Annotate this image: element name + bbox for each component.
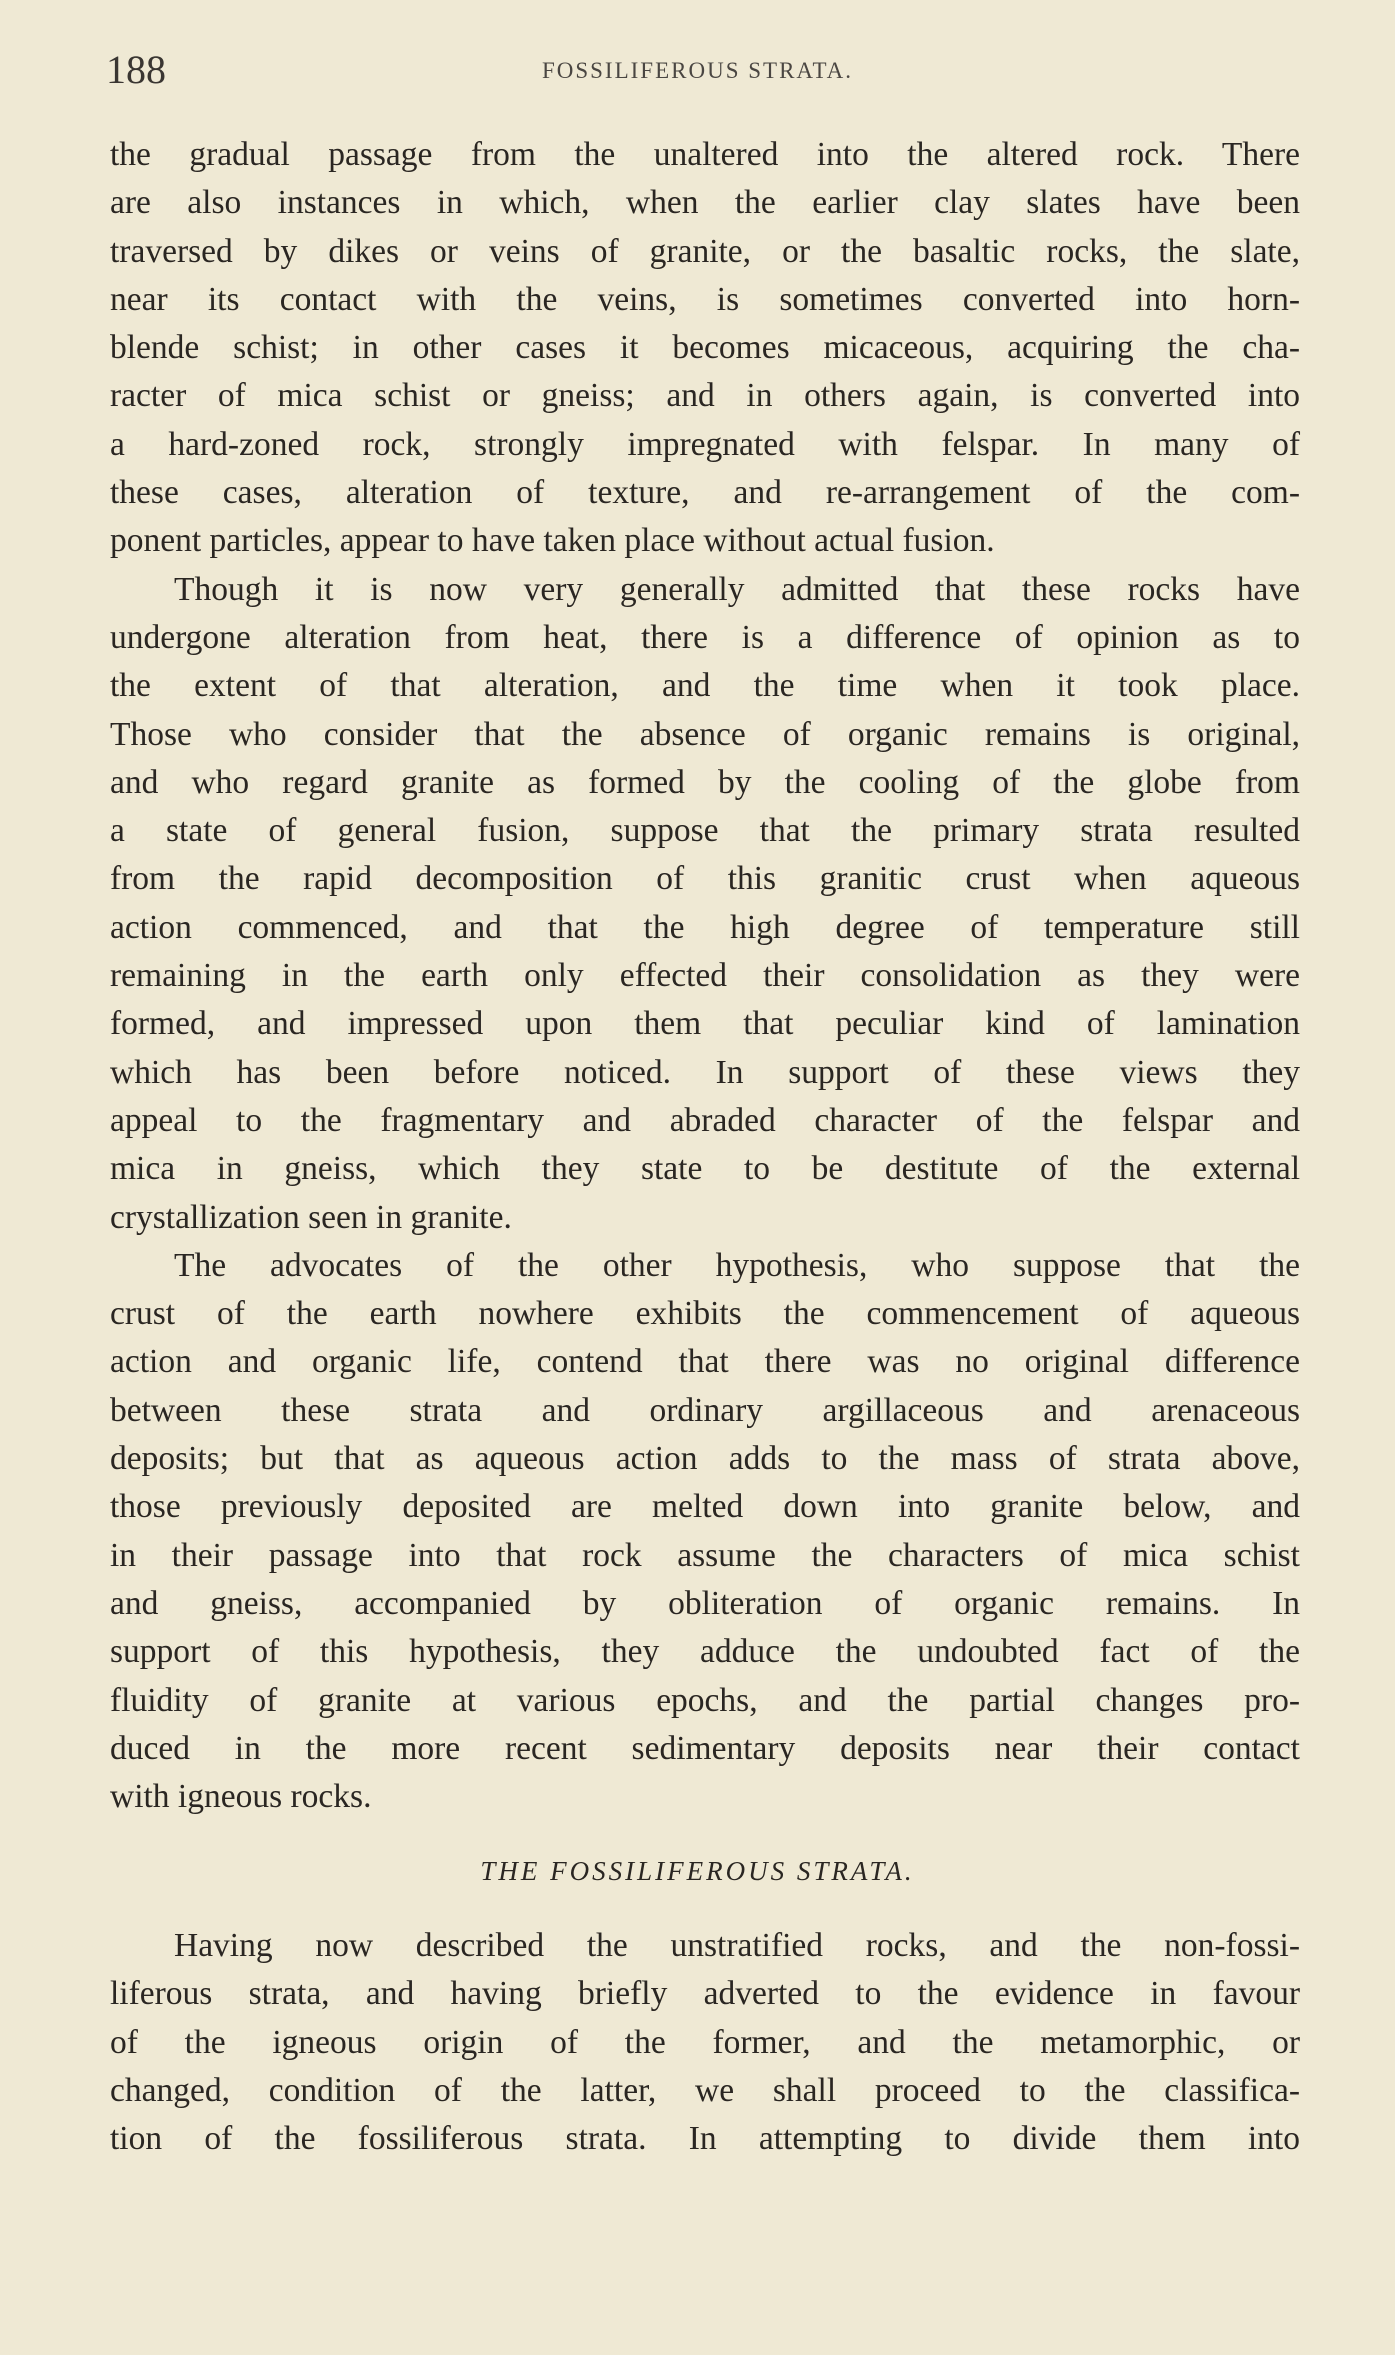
text-line: Those who consider that the absence of organic remains is original,: [110, 715, 1300, 753]
text-line: action commenced, and that the high degree of temperature still: [110, 908, 1300, 946]
paragraph: [110, 131, 1300, 566]
text-line: support of this hypothesis, they adduce the undoubted fact of the: [110, 1633, 1300, 1671]
text-line: crust of the earth nowhere exhibits the commencement of aqueous: [110, 1295, 1300, 1333]
text-line: racter of mica schist or gneiss; and in others again, is converted into: [110, 377, 1300, 415]
text-line: duced in the more recent sedimentary deposits near their contact: [110, 1729, 1300, 1767]
text-line: remaining in the earth only effected their consolidation as they were: [110, 957, 1300, 995]
text-line: with igneous rocks.: [110, 1778, 372, 1816]
text-line: Though it is now very generally admitted that these rocks have: [174, 570, 1300, 608]
paragraph: [110, 1242, 1300, 1822]
text-line: the gradual passage from the unaltered into the altered rock. There: [110, 136, 1300, 173]
text-line: fluidity of granite at various epochs, and the partial changes pro-: [110, 1681, 1300, 1719]
body-text-bottom: [110, 1922, 1300, 2163]
text-line: deposits; but that as aqueous action adds to the mass of strata above,: [110, 1440, 1300, 1478]
text-line: ponent particles, appear to have taken place without actual fusion.: [110, 522, 995, 560]
text-line: of the igneous origin of the former, and the metamorphic, or: [110, 2023, 1300, 2061]
page-number: 188: [106, 47, 166, 92]
text-line: which has been before noticed. In support of these views they: [110, 1053, 1300, 1091]
text-line: near its contact with the veins, is sometimes converted into horn-: [110, 280, 1300, 318]
text-line: a hard-zoned rock, strongly impregnated with felspar. In many of: [110, 425, 1300, 463]
text-line: the extent of that alteration, and the time when it took place.: [110, 667, 1300, 705]
text-line: in their passage into that rock assume the characters of mica schist: [110, 1536, 1300, 1574]
text-line: crystallization seen in granite.: [110, 1198, 512, 1236]
section-heading: THE FOSSILIFEROUS STRATA.: [480, 1856, 915, 1886]
text-line: The advocates of the other hypothesis, who suppose that the: [174, 1246, 1300, 1284]
body-text-top: [110, 131, 1300, 1821]
text-line: action and organic life, contend that there was no original difference: [110, 1343, 1300, 1381]
text-line: and gneiss, accompanied by obliteration of organic remains. In: [110, 1584, 1300, 1622]
text-line: from the rapid decomposition of this granitic crust when aqueous: [110, 860, 1300, 898]
text-line: traversed by dikes or veins of granite, or the basaltic rocks, the slate,: [110, 232, 1300, 270]
text-line: are also instances in which, when the earlier clay slates have been: [110, 184, 1300, 222]
text-line: these cases, alteration of texture, and re-arrangement of the com-: [110, 474, 1300, 512]
text-line: between these strata and ordinary argillaceous and arenaceous: [110, 1391, 1300, 1429]
running-title: FOSSILIFEROUS STRATA.: [541, 58, 854, 83]
text-line: a state of general fusion, suppose that the primary strata resulted: [110, 812, 1300, 850]
text-line: mica in gneiss, which they state to be destitute of the external: [110, 1150, 1300, 1188]
text-line: blende schist; in other cases it becomes micaceous, acquiring the cha-: [110, 329, 1300, 367]
text-line: those previously deposited are melted down into granite below, and: [110, 1488, 1300, 1526]
text-line: liferous strata, and having briefly adverted to the evidence in favour: [110, 1975, 1300, 2013]
text-line: tion of the fossiliferous strata. In attempting to divide them into: [110, 2120, 1300, 2158]
text-line: formed, and impressed upon them that peculiar kind of lamination: [110, 1005, 1300, 1043]
text-line: and who regard granite as formed by the cooling of the globe from: [110, 763, 1300, 801]
text-line: appeal to the fragmentary and abraded character of the felspar and: [110, 1101, 1300, 1139]
text-line: undergone alteration from heat, there is a difference of opinion as to: [110, 618, 1300, 656]
text-line: changed, condition of the latter, we shall proceed to the classifica-: [110, 2071, 1300, 2109]
text-line: Having now described the unstratified rocks, and the non-fossi-: [174, 1927, 1300, 1964]
paragraph: [110, 566, 1300, 1242]
paragraph: [110, 1922, 1300, 2163]
